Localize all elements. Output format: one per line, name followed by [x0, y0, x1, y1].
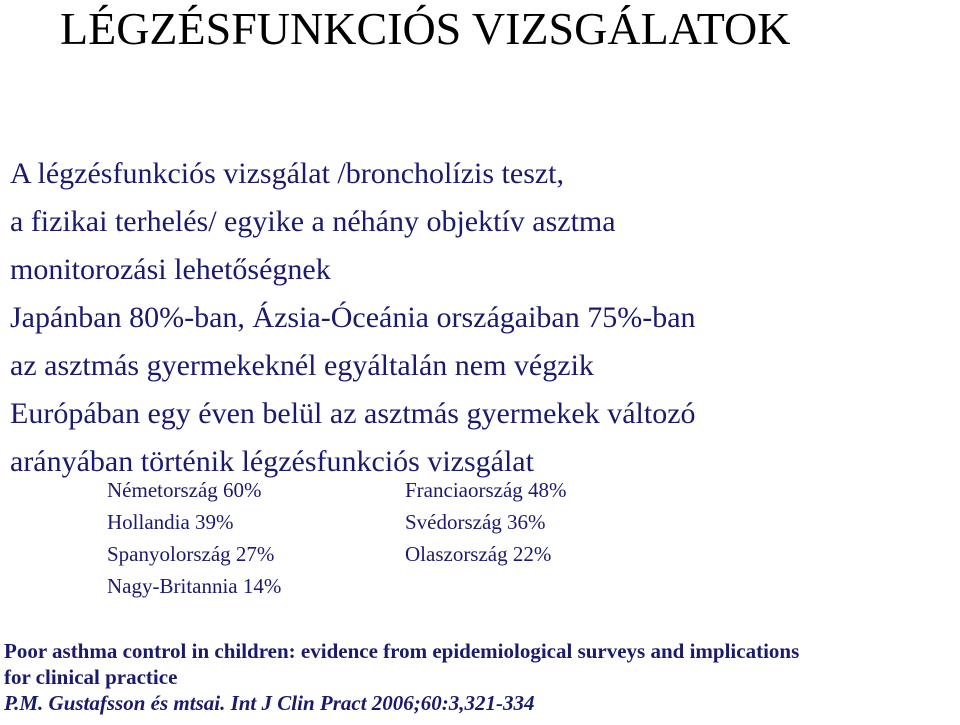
intro-line: A légzésfunkciós vizsgálat /broncholízis teszt,	[10, 157, 565, 190]
country-stat: Németország 60%	[107, 478, 262, 502]
reference-title-line: Poor asthma control in children: evidence from epidemiological surveys and implications	[4, 639, 800, 663]
country-stat: Franciaország 48%	[405, 478, 567, 502]
intro-line: Japánban 80%-ban, Ázsia-Óceánia országaiban 75%-ban	[10, 301, 696, 334]
country-stat: Olaszország 22%	[405, 542, 552, 566]
country-stat: Svédország 36%	[405, 510, 546, 534]
country-stat: Nagy-Britannia 14%	[107, 574, 282, 598]
country-stat: Spanyolország 27%	[107, 542, 275, 566]
intro-line: az asztmás gyermekeknél egyáltalán nem végzik	[10, 349, 594, 382]
intro-paragraph	[10, 150, 696, 486]
reference-citation: P.M. Gustafsson és mtsai. Int J Clin Pract 2006;60:3,321-334	[4, 691, 535, 715]
intro-line: Európában egy éven belül az asztmás gyermekek változó	[10, 397, 696, 430]
page-title: LÉGZÉSFUNKCIÓS VIZSGÁLATOK	[60, 3, 791, 54]
intro-line: a fizikai terhelés/ egyike a néhány objektív asztma	[10, 205, 616, 238]
reference-title-line: for clinical practice	[4, 665, 178, 689]
reference-block	[4, 638, 799, 716]
country-stat: Hollandia 39%	[107, 510, 234, 534]
intro-line: arányában történik légzésfunkciós vizsgálat	[10, 445, 534, 478]
intro-line: monitorozási lehetőségnek	[10, 253, 331, 286]
